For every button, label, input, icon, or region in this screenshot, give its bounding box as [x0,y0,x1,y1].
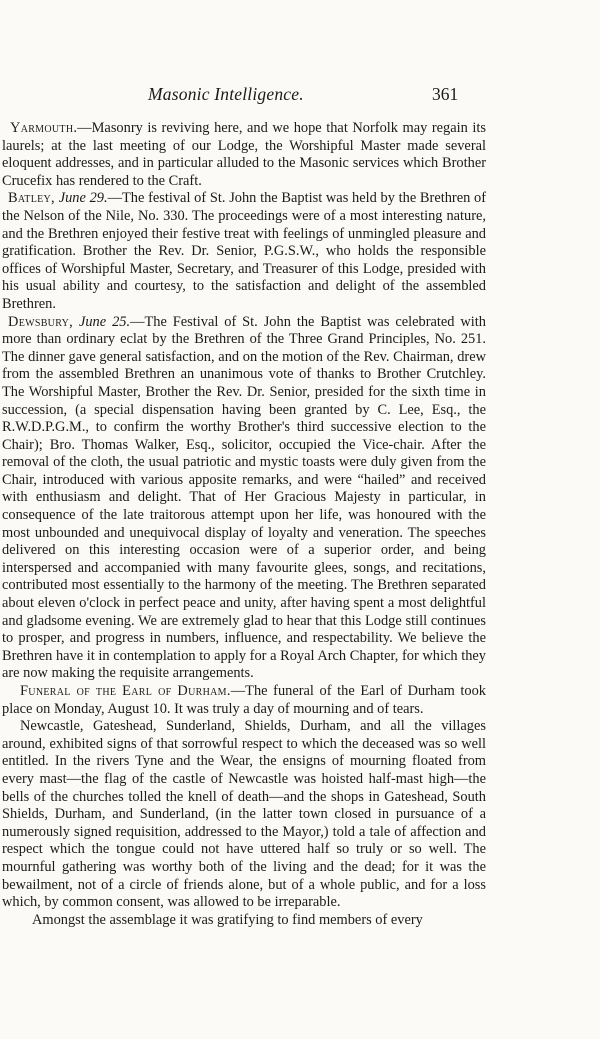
date-label: June 29. [58,190,108,207]
date-label: June 25. [78,313,131,330]
paragraph-assemblage [2,912,486,930]
paragraph-newcastle [2,718,486,912]
running-head [0,84,600,106]
paragraph-text: Newcastle, Gateshead, Sunderland, Shields, Durham, and all the villages around, exhibited signs of that sorrowful respect to which the deceased was so well entitled. In the rivers Tyne and the Wear, the ensigns of mourning floated from every mast—the flag of the castle of Newcastle was hoisted half-mast high—the bells of the churches tolled the knell of death—and the shops in Gateshead, South Shields, Durham, and Sunderland, (in the latter town closed in pursuance of a numerously signed requisition, addressed to the Mayor,) told a tale of affection and respect which the tongue could not have uttered half so truly or so well. The mournful gathering was worthy both of the living and the dead; for it was the bewailment, not of a circle of friends alone, but of a whole public, and for a loss which, by common consent, was allowed to be irreparable. [2,718,486,911]
paragraph-text: Amongst the assemblage it was gratifying to find members of every [32,911,423,928]
paragraph-funeral [2,683,486,718]
place-heading: Dewsbury, [8,313,74,330]
paragraph-text: —The Festival of St. John the Baptist was celebrated with more than ordinary eclat by the Brethren of the Three Grand Principles, No. 251. The dinner gave general satisfaction, and on the motion of the Rev. Chairman, drew from the assembled Brethren an unanimous vote of thanks to Brother Crutchley. The Worshipful Master, Brother the Rev. Dr. Senior, presided for the sixth time in succession, (a special dispensation having been granted by C. Lee, Esq., the R.W.D.P.G.M., to confirm the worthy Brother's third successive election to the Chair); Bro. Thomas Walker, Esq., solicitor, occupied the Vice-chair. After the removal of the cloth, the usual patriotic and mystic toasts were duly given from the Chair, introduced with various apposite remarks, and were “hailed” and received with enthusiasm and delight. That of Her Gracious Majesty in particular, in consequence of the late traitorous attempt upon her life, was honoured with the most unbounded and unequivocal display of loyalty and veneration. The speeches delivered on this interesting occasion were of a superior order, and being interspersed and accompanied with many favourite glees, songs, and recitations, contributed most essentially to the harmony of the meeting. The Brethren separated about eleven o'clock in perfect peace and unity, after having spent a most delightful and gladsome evening. We are extremely glad to hear that this Lodge still continues to prosper, and progress in numbers, influence, and respectability. We believe the Brethren have it in contemplation to apply for a Royal Arch Chapter, for which they are now making the requisite arrangements. [2,313,486,682]
paragraph-text: —Masonry is reviving here, and we hope that Norfolk may regain its laurels; at the last meeting of our Lodge, the Worshipful Master made several eloquent addresses, and in particular alluded to the Masonic services which Brother Crucefix has rendered to the Craft. [2,120,486,189]
article-body [2,120,486,929]
paragraph-yarmouth [2,120,486,190]
running-title: Masonic Intelligence. [148,84,304,104]
place-heading: Batley, [8,190,55,207]
place-heading: Yarmouth. [10,120,78,136]
paragraph-text: —The funeral of the Earl of Durham took place on Monday, August 10. It was truly a day of mourning and of tears. [2,683,486,717]
paragraph-text: —The festival of St. John the Baptist was held by the Brethren of the Nelson of the Nile, No. 330. The proceedings were of a most interesting nature, and the Brethren enjoyed their festive treat with feelings of unmingled pleasure and gratification. Brother the Rev. Dr. Senior, P.G.S.W., who holds the responsible offices of Worshipful Master, Secretary, and Treasurer of this Lodge, presided with his usual ability and courtesy, to the satisfaction and delight of the assembled Brethren. [2,190,486,312]
paragraph-batley [2,190,486,313]
page-number: 361 [432,84,459,104]
paragraph-dewsbury [2,314,486,683]
section-heading: Funeral of the Earl of Durham. [20,683,231,699]
